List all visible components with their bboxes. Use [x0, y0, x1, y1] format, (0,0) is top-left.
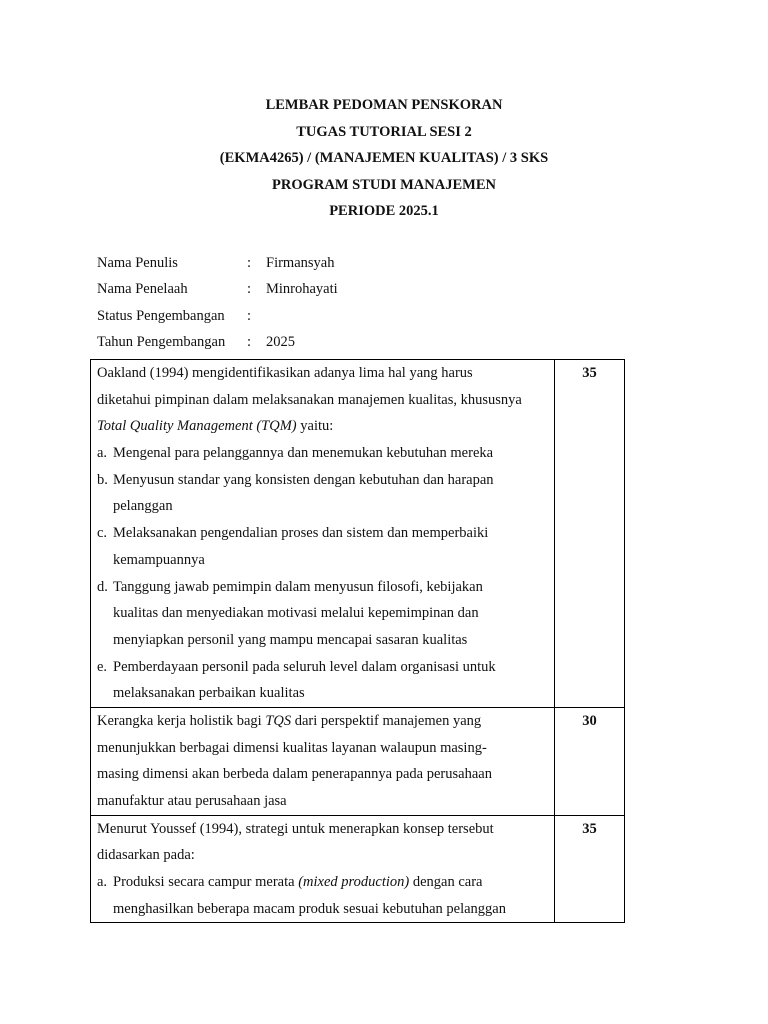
score-value: 35	[582, 820, 597, 837]
text-line: didasarkan pada:	[97, 847, 195, 864]
meta-colon: :	[247, 281, 252, 298]
list-text: melaksanakan perbaikan kualitas	[113, 685, 305, 702]
question-cell	[91, 815, 555, 923]
score-cell	[555, 815, 625, 923]
italic-term: TQS	[265, 712, 292, 729]
meta-label: Nama Penulis	[97, 255, 178, 271]
meta-colon: :	[247, 333, 252, 350]
meta-colon: :	[247, 255, 252, 271]
heading-subtitle: TUGAS TUTORIAL SESI 2	[296, 123, 472, 140]
italic-term: (mixed production)	[298, 874, 410, 891]
text-line: diketahui pimpinan dalam melaksanakan manajemen kualitas, khususnya	[97, 391, 522, 408]
text-line: Menurut Youssef (1994), strategi untuk menerapkan konsep tersebut	[97, 820, 494, 837]
list-marker: d.	[97, 578, 108, 595]
meta-row-status	[97, 303, 338, 329]
list-item	[97, 574, 548, 654]
list-text: Tanggung jawab pemimpin dalam menyusun filosofi, kebijakan	[113, 578, 483, 595]
heading-title: LEMBAR PEDOMAN PENSKORAN	[265, 97, 503, 113]
scoring-table	[90, 359, 625, 923]
meta-colon: :	[247, 307, 252, 324]
list-item	[97, 467, 548, 520]
list-text: kemampuannya	[113, 551, 205, 568]
meta-row-penulis	[97, 250, 338, 276]
author-info	[97, 250, 338, 355]
text-fragment: dari perspektif manajemen yang	[291, 712, 482, 729]
meta-label: Tahun Pengembangan	[97, 333, 226, 350]
list-marker: b.	[97, 471, 108, 488]
list-text: pelanggan	[113, 498, 173, 515]
meta-value: Firmansyah	[266, 255, 335, 271]
table-row	[91, 815, 625, 923]
heading-program: PROGRAM STUDI MANAJEMEN	[272, 176, 496, 193]
document-heading	[0, 92, 768, 225]
list-text: kualitas dan menyediakan motivasi melalui kepemimpinan dan	[113, 605, 479, 622]
table-row	[91, 707, 625, 815]
text-line	[97, 708, 548, 735]
meta-value: Minrohayati	[266, 281, 338, 298]
text-fragment: Produksi secara campur merata	[113, 874, 299, 891]
list-item	[97, 520, 548, 573]
question-cell	[91, 360, 555, 708]
heading-course: (EKMA4265) / (MANAJEMEN KUALITAS) / 3 SKS	[219, 150, 549, 167]
list-text: menyiapkan personil yang mampu mencapai sasaran kualitas	[113, 631, 468, 648]
text-line: Oakland (1994) mengidentifikasikan adanya lima hal yang harus	[97, 365, 473, 381]
list-marker: a.	[97, 874, 108, 891]
text-fragment: dengan cara	[409, 874, 483, 891]
list-text: Melaksanakan pengendalian proses dan sistem dan memperbaiki	[113, 525, 489, 542]
score-value: 35	[582, 365, 597, 381]
list-text: menghasilkan beberapa macam produk sesuai kebutuhan pelanggan	[113, 900, 506, 917]
meta-row-tahun	[97, 329, 338, 355]
score-value: 30	[582, 712, 597, 729]
list-text: Pemberdayaan personil pada seluruh level dalam organisasi untuk	[113, 658, 496, 675]
text-line: manufaktur atau perusahaan jasa	[97, 793, 287, 809]
italic-term: Total Quality Management (TQM)	[97, 418, 297, 435]
meta-label: Status Pengembangan	[97, 307, 225, 324]
list-item	[97, 440, 548, 467]
table-row	[91, 360, 625, 708]
meta-value: 2025	[266, 333, 295, 350]
list-item	[97, 869, 548, 922]
question-cell	[91, 707, 555, 815]
text-line	[97, 413, 548, 440]
list-item	[97, 654, 548, 707]
heading-period: PERIODE 2025.1	[329, 203, 439, 220]
meta-row-penelaah	[97, 276, 338, 302]
list-marker: a.	[97, 445, 108, 462]
score-cell	[555, 707, 625, 815]
list-marker: c.	[97, 525, 108, 542]
text-line: menunjukkan berbagai dimensi kualitas layanan walaupun masing-	[97, 739, 487, 756]
text-fragment: Kerangka kerja holistik bagi	[97, 712, 266, 729]
text-line: masing dimensi akan berbeda dalam penerapannya pada perusahaan	[97, 766, 492, 783]
text-fragment: yaitu:	[296, 418, 334, 435]
list-text: Mengenal para pelanggannya dan menemukan kebutuhan mereka	[113, 445, 494, 462]
list-text	[113, 869, 548, 896]
list-text: Menyusun standar yang konsisten dengan kebutuhan dan harapan	[113, 471, 494, 488]
score-cell	[555, 360, 625, 708]
meta-label: Nama Penelaah	[97, 281, 188, 298]
list-marker: e.	[97, 658, 108, 675]
